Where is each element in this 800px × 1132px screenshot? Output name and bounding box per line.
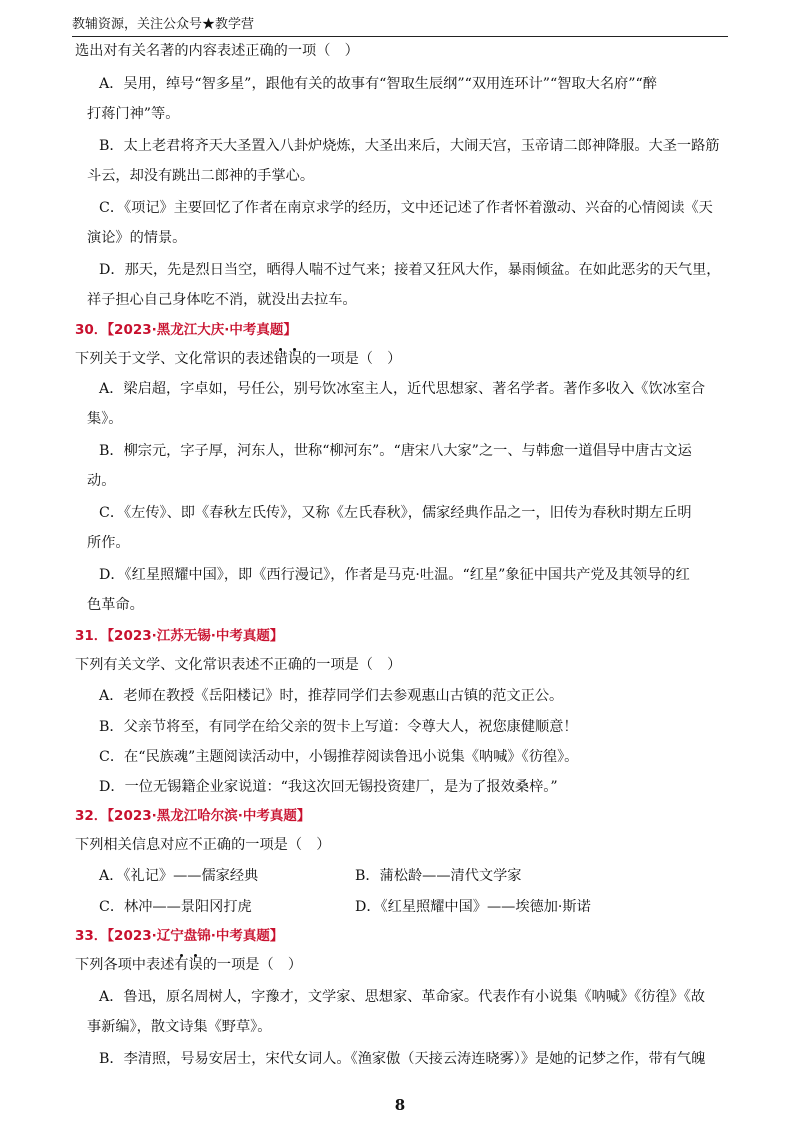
- option-a-continued: 事新编》，散文诗集《野草》。: [87, 1019, 272, 1035]
- option-a-continued: 打蒋门神”等。: [87, 106, 180, 122]
- option-c: C．林冲——景阳冈打虎: [99, 899, 252, 915]
- option-a: A．吴用，绰号“智多星”，跟他有关的故事有“智取生辰纲”“双用连环计”“智取大名府”“醉: [99, 76, 657, 92]
- option-b-continued: 动。: [87, 473, 116, 489]
- question-number: 32．: [75, 808, 108, 824]
- question-stem: 选出对有关名著的内容表述正确的一项（ ）: [75, 43, 359, 59]
- option-b: B．父亲节将至，有同学在给父亲的贺卡上写道：令尊大人，祝您康健顺意！: [99, 719, 578, 735]
- option-d: D．一位无锡籍企业家说道：“我这次回无锡投资建厂，是为了报效桑梓。”: [99, 779, 558, 795]
- option-d-continued: 祥子担心自己身体吃不消，就没出去拉车。: [87, 292, 357, 308]
- option-a: A．梁启超，字卓如，号任公，别号饮冰室主人，近代思想家、著名学者。著作多收入《饮冰室合: [99, 381, 706, 397]
- option-d: D．那天，先是烈日当空，晒得人喘不过气来；接着又狂风大作，暴雨倾盆。在如此恶劣的天气里，: [99, 262, 721, 278]
- option-d-continued: 色革命。: [87, 597, 144, 613]
- option-d: D．《红星照耀中国》——埃德加·斯诺: [355, 899, 591, 915]
- source-tag: 【2023·黑龙江大庆·中考真题】: [107, 322, 297, 338]
- option-c: C．在“民族魂”主题阅读活动中，小锡推荐阅读鲁迅小说集《呐喊》《彷徨》。: [99, 749, 579, 765]
- question-number: 31．: [75, 628, 108, 644]
- option-a: A．《礼记》——儒家经典: [99, 868, 259, 884]
- question-stem: 下列相关信息对应不正确的一项是（ ）: [75, 837, 331, 853]
- emphasis-char: 误: [287, 351, 303, 367]
- emphasis-char: 有: [174, 957, 189, 973]
- option-c-continued: 所作。: [87, 535, 130, 551]
- option-a: A．鲁迅，原名周树人，字豫才，文学家、思想家、革命家。代表作有小说集《呐喊》《彷徨》《故: [99, 989, 706, 1005]
- page-number: 8: [394, 1096, 406, 1114]
- option-a-continued: 集》。: [87, 411, 123, 427]
- question-number: 33．: [75, 928, 108, 944]
- option-a: A．老师在教授《岳阳楼记》时，推荐同学们去参观惠山古镇的范文正公。: [99, 688, 564, 704]
- option-c: C．《项记》主要回忆了作者在南京求学的经历，文中还记述了作者怀着激动、兴奋的心情阅读《天: [99, 200, 713, 216]
- option-b-continued: 斗云，却没有跳出二郎神的手掌心。: [87, 168, 315, 184]
- option-b: B．柳宗元，字子厚，河东人，世称“柳河东”。“唐宋八大家”之一、与韩愈一道倡导中唐古文运: [99, 443, 692, 459]
- source-tag: 【2023·黑龙江哈尔滨·中考真题】: [107, 808, 311, 824]
- option-d: D．《红星照耀中国》，即《西行漫记》，作者是马克·吐温。“红星”象征中国共产党及其领导的红: [99, 567, 690, 583]
- question-stem: 下列各项中表述有误的一项是（ ）: [75, 957, 303, 973]
- question-heading: [75, 318, 297, 338]
- question-stem: 下列关于文学、文化常识的表述错误的一项是（ ）: [75, 351, 402, 367]
- question-heading: [75, 924, 283, 944]
- option-b: B．蒲松龄——清代文学家: [355, 868, 522, 884]
- emphasis-char: 误: [188, 957, 203, 973]
- source-tag: 【2023·江苏无锡·中考真题】: [107, 628, 284, 644]
- question-heading: [75, 804, 310, 824]
- option-c: C．《左传》、即《春秋左氏传》，又称《左氏春秋》，儒家经典作品之一，旧传为春秋时期左丘明: [99, 505, 692, 521]
- question-heading: [75, 624, 283, 644]
- option-b: B．太上老君将齐天大圣置入八卦炉烧炼，大圣出来后，大闹天宫，玉帝请二郎神降服。大圣一路筋: [99, 138, 720, 154]
- emphasis-char: 错: [273, 351, 288, 367]
- option-b: B．李清照，号易安居士，宋代女词人。《渔家傲（天接云涛连晓雾）》是她的记梦之作，带有气魄: [99, 1051, 706, 1067]
- header-text: 教辅资源，关注公众号★教学营: [72, 17, 255, 32]
- source-tag: 【2023·辽宁盘锦·中考真题】: [107, 928, 284, 944]
- question-number: 30．: [75, 322, 108, 338]
- page-header: [72, 14, 728, 37]
- question-stem: 下列有关文学、文化常识表述不正确的一项是（ ）: [75, 657, 402, 673]
- option-c-continued: 演论》的情景。: [87, 230, 187, 246]
